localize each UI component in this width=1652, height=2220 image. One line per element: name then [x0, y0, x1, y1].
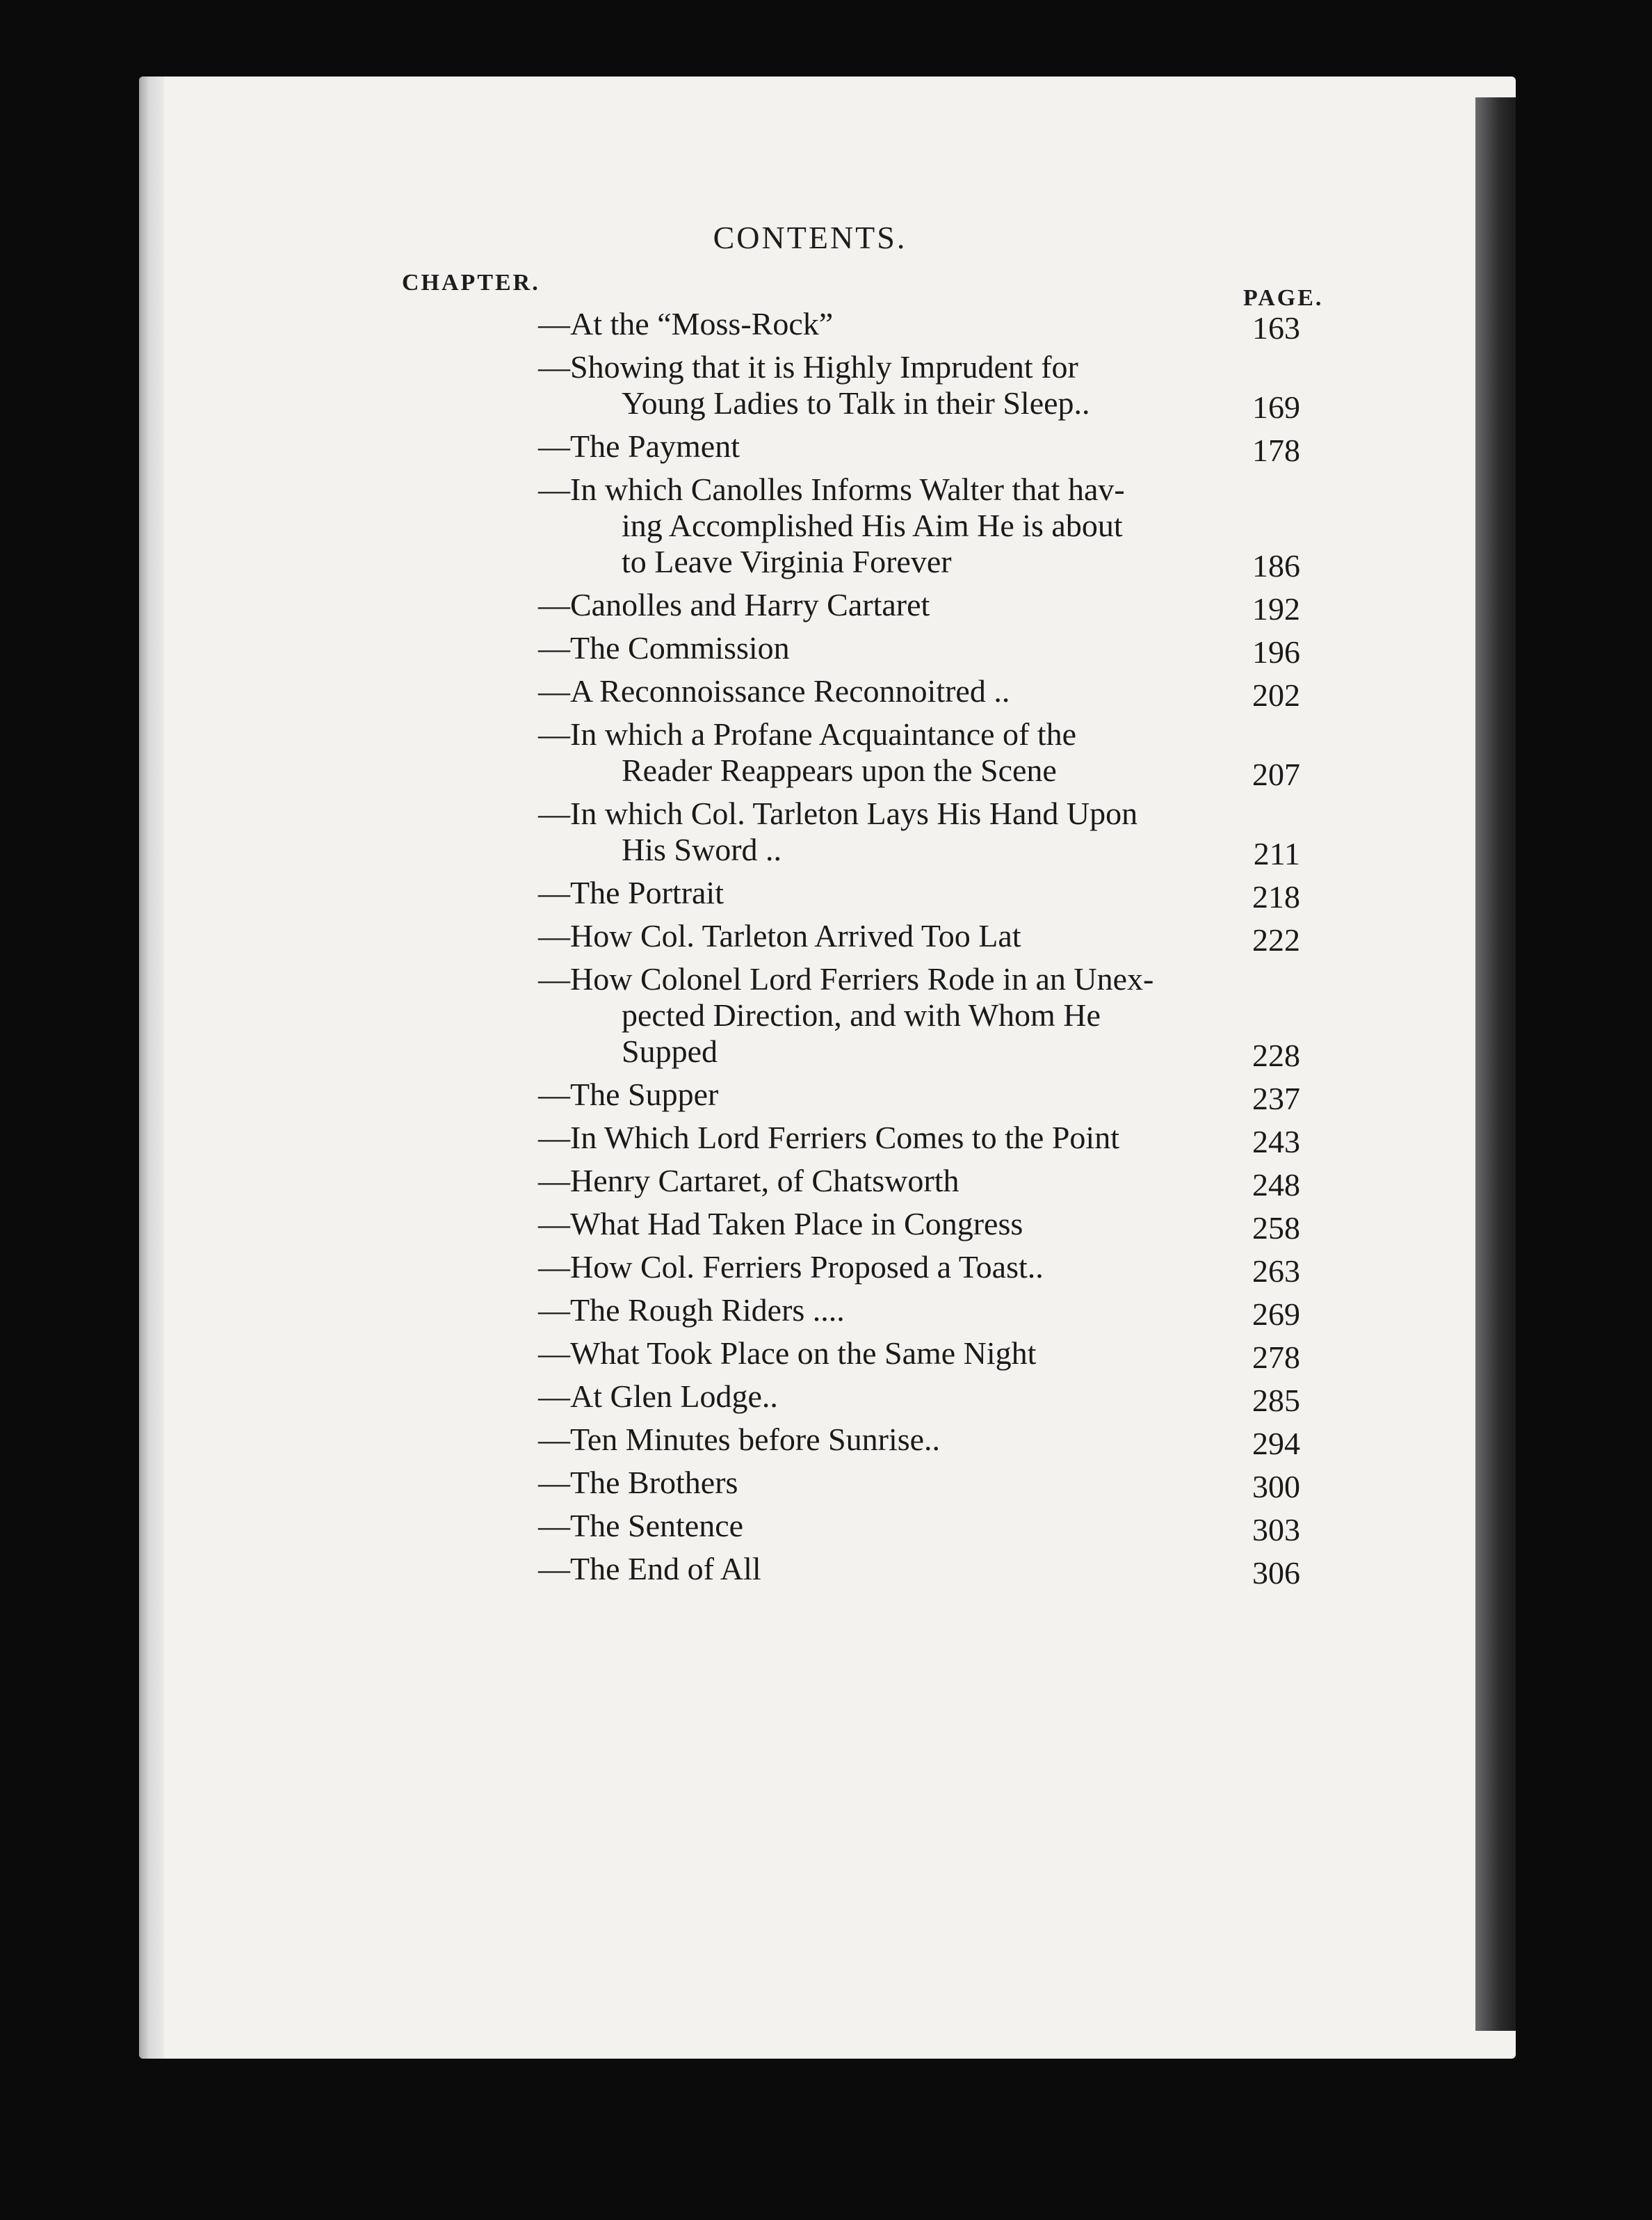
chapter-title-line: —In which a Profane Acquaintance of the [538, 716, 1077, 752]
chapter-title-line: —How Colonel Lord Ferriers Rode in an Unex- [538, 961, 1154, 997]
chapter-title-line: —Ten Minutes before Sunrise.. [538, 1422, 941, 1457]
chapter-title-line: —What Took Place on the Same Night [538, 1335, 1037, 1371]
chapter-title-line: —The Portrait [538, 875, 724, 910]
chapter-title-line: —The Commission [538, 630, 790, 666]
page-number: 258 [1252, 1210, 1300, 1246]
chapter-title-line: —In which Col. Tarleton Lays His Hand Upon [538, 796, 1138, 831]
chapter-title-line: Reader Reappears upon the Scene [622, 753, 1057, 788]
chapter-title-line: —The Sentence [538, 1508, 744, 1543]
page-number: 163 [1252, 310, 1300, 346]
page-number: 303 [1252, 1512, 1300, 1547]
page-number: 178 [1252, 433, 1300, 468]
chapter-column-label: CHAPTER. [402, 270, 540, 296]
chapter-title-line: —At the “Moss-Rock” [538, 306, 834, 341]
chapter-title-line: Supped [622, 1033, 718, 1069]
page-number: 237 [1252, 1081, 1300, 1116]
chapter-title-line: —How Col. Tarleton Arrived Too Lat [538, 918, 1021, 954]
table-of-contents [139, 77, 1516, 2059]
chapter-title-line: His Sword .. [622, 832, 782, 867]
chapter-title-line: —What Had Taken Place in Congress [538, 1206, 1023, 1241]
page-number: 186 [1252, 548, 1300, 584]
page-number: 300 [1252, 1469, 1300, 1504]
page-number: 278 [1252, 1340, 1300, 1375]
chapter-title-line: —Canolles and Harry Cartaret [538, 587, 930, 622]
page-number: 269 [1252, 1296, 1300, 1332]
chapter-title-line: —The Supper [538, 1077, 719, 1112]
chapter-title-line: —The End of All [538, 1551, 761, 1586]
chapter-title-line: —In Which Lord Ferriers Comes to the Point [538, 1120, 1119, 1155]
page-column-label: PAGE. [1243, 285, 1324, 311]
chapter-title-line: —A Reconnoissance Reconnoitred .. [538, 673, 1010, 709]
chapter-title-line: —How Col. Ferriers Proposed a Toast.. [538, 1249, 1044, 1285]
chapter-title-line: Young Ladies to Talk in their Sleep.. [622, 385, 1090, 421]
page-number: 169 [1252, 389, 1300, 425]
page-number: 192 [1252, 591, 1300, 627]
book-page [139, 77, 1516, 2059]
chapter-title-line: —The Rough Riders .... [538, 1292, 845, 1328]
page-number: 294 [1252, 1426, 1300, 1461]
page-number: 263 [1252, 1253, 1300, 1289]
page-title: CONTENTS. [713, 220, 907, 255]
page-number: 218 [1252, 879, 1300, 915]
chapter-title-line: to Leave Virginia Forever [622, 544, 952, 579]
page-number: 285 [1252, 1383, 1300, 1418]
chapter-title-line: —At Glen Lodge.. [538, 1378, 778, 1414]
page-number: 202 [1252, 677, 1300, 713]
chapter-title-line: —In which Canolles Informs Walter that hav- [538, 472, 1125, 507]
page-number: 248 [1252, 1167, 1300, 1202]
page-number: 207 [1252, 757, 1300, 792]
chapter-title-line: —Henry Cartaret, of Chatsworth [538, 1163, 959, 1198]
page-number: 306 [1252, 1555, 1300, 1591]
chapter-title-line: pected Direction, and with Whom He [622, 997, 1101, 1033]
page-number: 196 [1252, 634, 1300, 670]
page-number: 211 [1253, 836, 1300, 871]
page-number: 222 [1252, 922, 1300, 958]
chapter-title-line: ing Accomplished His Aim He is about [622, 508, 1123, 543]
page-number: 243 [1252, 1124, 1300, 1159]
chapter-title-line: —The Payment [538, 428, 740, 464]
page-number: 228 [1252, 1038, 1300, 1073]
chapter-title-line: —Showing that it is Highly Imprudent for [538, 349, 1078, 385]
chapter-title-line: —The Brothers [538, 1465, 738, 1500]
